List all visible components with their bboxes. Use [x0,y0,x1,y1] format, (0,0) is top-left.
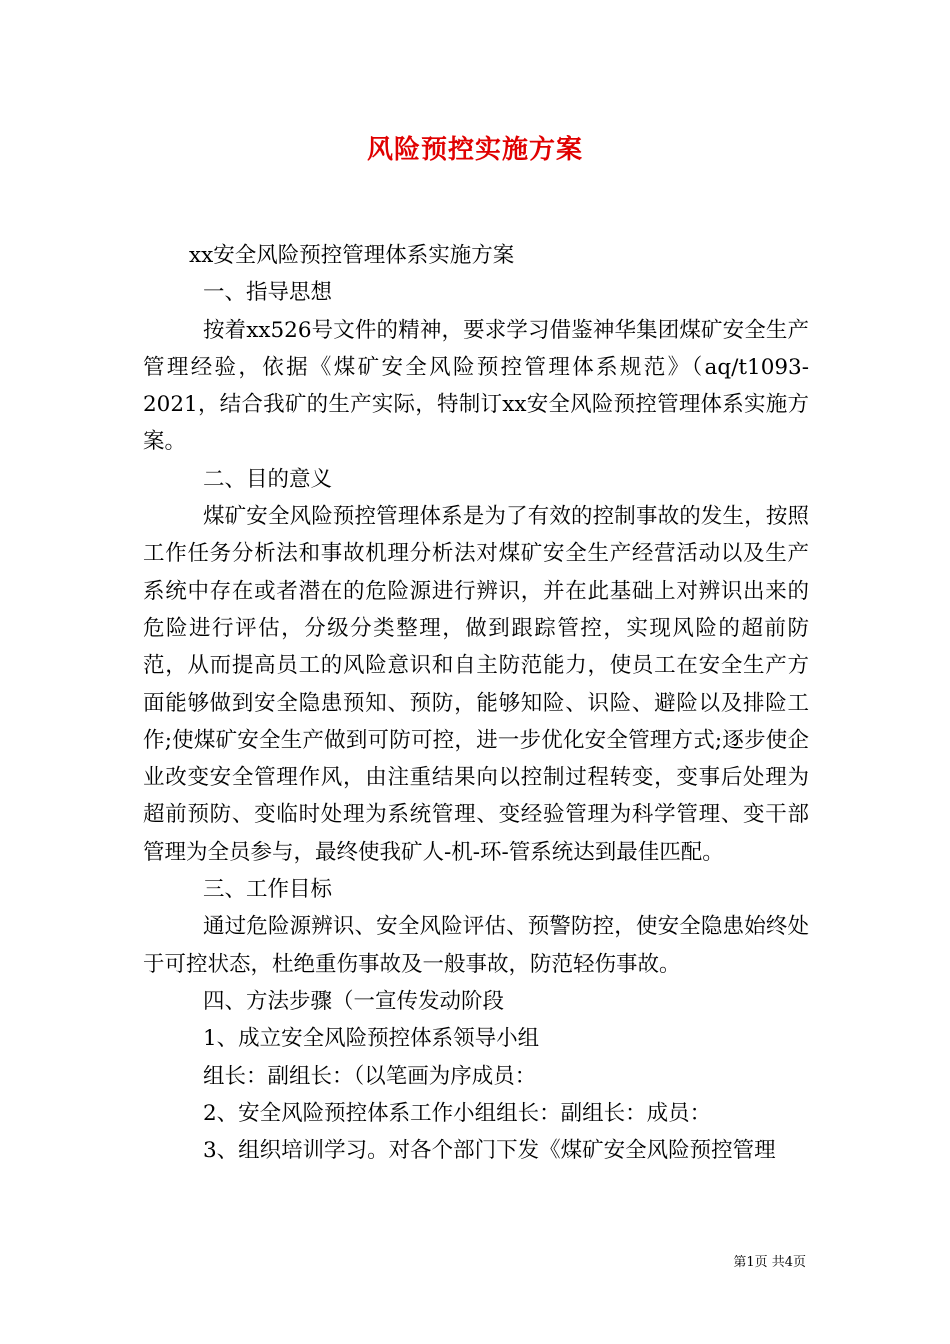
paragraph-step-3: 3、组织培训学习。对各个部门下发《煤矿安全风险预控管理 [203,1138,776,1164]
document-body [143,237,809,1169]
paragraph-leaders: 组长：副组长：（以笔画为序成员： [203,1063,537,1089]
document-title: 风险预控实施方案 [366,135,583,165]
paragraph-step-1: 1、成立安全风险预控体系领导小组 [203,1026,540,1052]
paragraph-heading-2: 二、目的意义 [203,466,333,492]
paragraph-subtitle: xx安全风险预控管理体系实施方案 [189,243,515,268]
paragraph-heading-1: 一、指导思想 [203,280,333,306]
paragraph-heading-4: 四、方法步骤（一宣传发动阶段 [203,988,505,1014]
paragraph-goals: 通过危险源辨识、安全风险评估、预警防控，使安全隐患始终处于可控状态，杜绝重伤事故及一般事故，防范轻伤事故。 [143,914,809,977]
paragraph-purpose: 煤矿安全风险预控管理体系是为了有效的控制事故的发生，按照工作任务分析法和事故机理分析法对煤矿安全生产经营活动以及生产系统中存在或者潜在的危险源进行辨识，并在此基础上对辨识出来的危险进行评估，分级分类整理，做到跟踪管控，实现风险的超前防范，从而提高员工的风险意识和自主防范能力，使员工在安全生产方面能够做到安全隐患预知、预防，能够知险、识险、避险以及排险工作;使煤矿安全生产做到可防可控，进一步优化安全管理方式;逐步使企业改变安全管理作风，由注重结果向以控制过程转变，变事后处理为超前预防、变临时处理为系统管理、变经验管理为科学管理、变干部管理为全员参与，最终使我矿人-机-环-管系统达到最佳匹配。 [143,504,809,865]
page-number-footer: 第1页 共4页 [733,1255,806,1270]
paragraph-guiding-ideology: 按着xx526号文件的精神，要求学习借鉴神华集团煤矿安全生产管理经验，依据《煤矿安全风险预控管理体系规范》（aq/t1093-2021，结合我矿的生产实际，特制订xx安全风险预控管理体系实施方案。 [143,317,809,455]
paragraph-step-2: 2、安全风险预控体系工作小组组长：副组长：成员： [203,1100,712,1126]
paragraph-heading-3: 三、工作目标 [203,877,333,903]
